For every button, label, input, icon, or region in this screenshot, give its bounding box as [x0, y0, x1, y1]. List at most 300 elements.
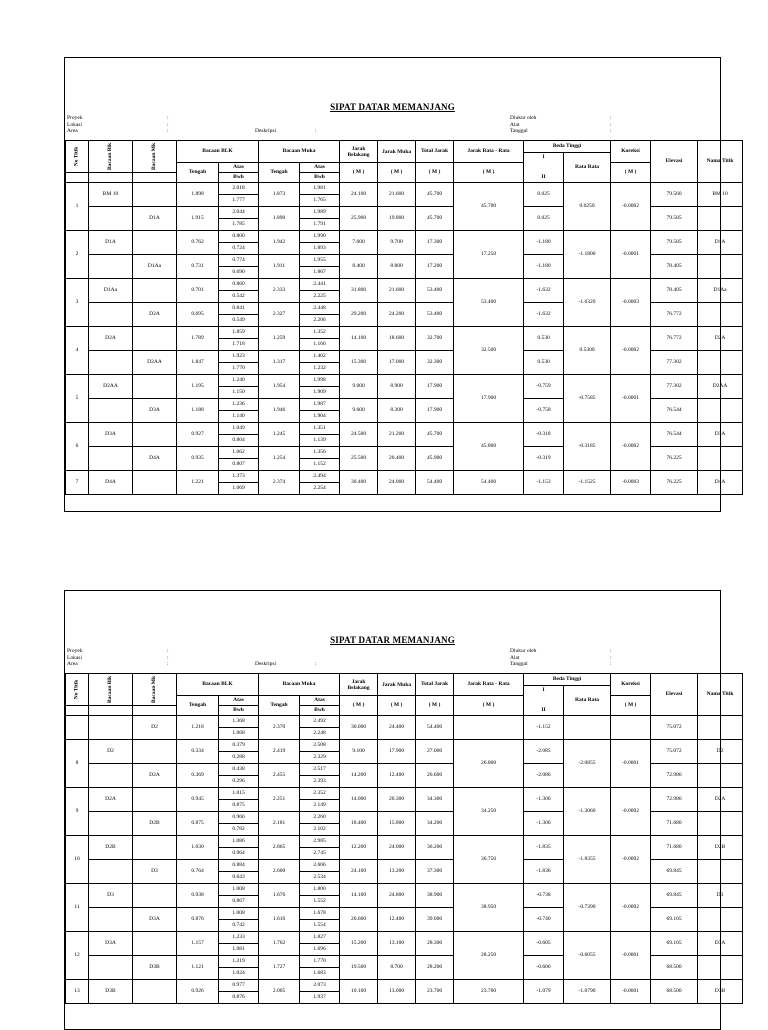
- elevasi: 76.772: [651, 303, 698, 327]
- total-jarak: 32.700: [416, 327, 454, 351]
- koreksi: -0.0002: [611, 788, 651, 836]
- bacaan-blk-label: [89, 716, 133, 740]
- nama-titik: D4A: [698, 471, 743, 495]
- beda-tinggi: -2.086: [524, 764, 564, 788]
- atas-muka: 1.827: [300, 932, 340, 944]
- tengah-muka: 2.181: [259, 812, 300, 836]
- koreksi: -0.0001: [611, 980, 651, 1004]
- koreksi: -0.0002: [611, 327, 651, 375]
- bacaan-blk-label: [89, 255, 133, 279]
- jarak-muka: 24.800: [378, 884, 416, 908]
- jarak-muka: 13.600: [378, 980, 416, 1004]
- atas-muka: 1.989: [300, 207, 340, 219]
- meta-label: Tanggal: [510, 661, 528, 667]
- header-koreksi: Koreksi: [611, 674, 651, 696]
- atas-muka: 2.352: [300, 788, 340, 800]
- rata-rata: -1.3060: [564, 788, 611, 836]
- beda-tinggi: 0.025: [524, 183, 564, 207]
- header-no-titik-cont: [66, 706, 89, 716]
- bacaan-mk-label: D2B: [133, 812, 177, 836]
- row-number: 10: [66, 836, 89, 884]
- bwh-blk: 0.782: [219, 824, 259, 836]
- jarak-rata-rata: 45.800: [454, 423, 524, 471]
- atas-muka: 2.985: [300, 836, 340, 848]
- bacaan-blk-label: D2B: [89, 836, 133, 860]
- nama-titik: [698, 255, 743, 279]
- bacaan-mk-label: [133, 932, 177, 956]
- meta-label: Alat: [510, 654, 520, 661]
- jarak-muka: 15.800: [378, 812, 416, 836]
- header-tengah-blk: Tengah: [177, 696, 219, 716]
- meta-value: :: [610, 115, 612, 121]
- total-jarak: 53.400: [416, 303, 454, 327]
- meta-label: Deskripsi: [255, 661, 277, 667]
- atas-muka: 2.073: [300, 980, 340, 992]
- header-total-jarak: Total Jarak: [416, 141, 454, 163]
- bwh-muka: 2.534: [300, 872, 340, 884]
- bwh-blk: 0.804: [219, 435, 259, 447]
- nama-titik: D1Aa: [698, 279, 743, 303]
- atas-muka: 2.492: [300, 716, 340, 728]
- sheet-page-2: [64, 590, 734, 1030]
- tengah-blk: 0.334: [177, 740, 219, 764]
- nama-titik: D1A: [698, 231, 743, 255]
- bwh-blk: 0.742: [219, 920, 259, 932]
- elevasi: 76.225: [651, 471, 698, 495]
- atas-blk: 1.859: [219, 327, 259, 339]
- meta-right: [510, 115, 612, 135]
- elevasi: 77.302: [651, 351, 698, 375]
- meta-label: Diukur oleh: [510, 115, 537, 121]
- jarak-belakang: 9.000: [340, 375, 378, 399]
- tengah-muka: 1.676: [259, 884, 300, 908]
- meta-label: Alat: [510, 121, 520, 128]
- elevasi: 75.072: [651, 740, 698, 764]
- jarak-belakang: 24.100: [340, 860, 378, 884]
- bacaan-blk-label: D1Aa: [89, 279, 133, 303]
- bacaan-mk-label: D1Aa: [133, 255, 177, 279]
- bacaan-blk-label: D3A: [89, 423, 133, 447]
- rata-rata: -0.6055: [564, 932, 611, 980]
- header-bwh-blk: Bwh: [219, 706, 259, 716]
- bacaan-mk-label: [133, 788, 177, 812]
- beda-tinggi: -0.319: [524, 447, 564, 471]
- tengah-blk: 1.121: [177, 956, 219, 980]
- tengah-muka: 1.873: [259, 183, 300, 207]
- atas-muka: 1.987: [300, 399, 340, 411]
- atas-muka: 1.678: [300, 908, 340, 920]
- elevasi: 78.405: [651, 255, 698, 279]
- beda-tinggi: 0.530: [524, 327, 564, 351]
- total-jarak: 34.300: [416, 788, 454, 812]
- bacaan-mk-label: D3: [133, 860, 177, 884]
- atas-muka: 1.770: [300, 956, 340, 968]
- total-jarak: 17.900: [416, 399, 454, 423]
- meta-right: [510, 648, 612, 668]
- bacaan-blk-label: D2A: [89, 327, 133, 351]
- koreksi: -0.0002: [611, 183, 651, 231]
- bwh-blk: 0.288: [219, 752, 259, 764]
- row-number: 7: [66, 471, 89, 495]
- jarak-muka: 18.600: [378, 327, 416, 351]
- header-unit-tj: ( M ): [416, 696, 454, 716]
- bwh-muka: 1.893: [300, 243, 340, 255]
- tengah-blk: 1.789: [177, 327, 219, 351]
- header-unit-koreksi: ( M ): [611, 696, 651, 716]
- bwh-blk: 0.690: [219, 267, 259, 279]
- header-bacaan-blk-group: Bacaan BLK: [177, 674, 259, 696]
- jarak-belakang: 24.500: [340, 423, 378, 447]
- bacaan-mk-label: [133, 231, 177, 255]
- total-jarak: 23.700: [416, 980, 454, 1004]
- jarak-muka: 12.400: [378, 908, 416, 932]
- sheet-page-1: [64, 57, 734, 512]
- header-no-titik: No Titik: [66, 674, 89, 706]
- header-total-jarak: Total Jarak: [416, 674, 454, 696]
- header-atas-blk: Atas: [219, 163, 259, 173]
- tengah-muka: 2.327: [259, 303, 300, 327]
- row-number: 2: [66, 231, 89, 279]
- row-number: 3: [66, 279, 89, 327]
- atas-muka: 2.517: [300, 764, 340, 776]
- total-jarak: 45.700: [416, 183, 454, 207]
- total-jarak: 32.300: [416, 351, 454, 375]
- bwh-blk: 1.770: [219, 363, 259, 375]
- bwh-blk: 0.807: [219, 459, 259, 471]
- bwh-muka: 1.696: [300, 944, 340, 956]
- jarak-muka: 21.200: [378, 423, 416, 447]
- total-jarak: 54.400: [416, 716, 454, 740]
- header-jarak-rata: Jarak Rata - Rata: [454, 674, 524, 696]
- row-number: 1: [66, 183, 89, 231]
- beda-tinggi: 0.025: [524, 207, 564, 231]
- beda-tinggi: -1.632: [524, 303, 564, 327]
- meta-value: :: [167, 661, 169, 667]
- atas-blk: 0.977: [219, 980, 259, 992]
- tengah-blk: 0.701: [177, 279, 219, 303]
- bacaan-mk-label: [133, 471, 177, 495]
- header-roman-gap: [524, 696, 564, 706]
- atas-blk: 1.236: [219, 399, 259, 411]
- atas-muka: 1.800: [300, 884, 340, 896]
- elevasi: 71.680: [651, 836, 698, 860]
- bwh-muka: 2.225: [300, 291, 340, 303]
- elevasi: 71.680: [651, 812, 698, 836]
- nama-titik: [698, 812, 743, 836]
- koreksi: -0.0002: [611, 836, 651, 884]
- rata-rata: 0.0250: [564, 183, 611, 231]
- bacaan-mk-label: [133, 423, 177, 447]
- nama-titik: [698, 764, 743, 788]
- header-jarak-muka: Jarak Muka: [378, 674, 416, 696]
- atas-muka: 1.981: [300, 183, 340, 195]
- nama-titik: D2AA: [698, 375, 743, 399]
- tengah-muka: 2.865: [259, 836, 300, 860]
- total-jarak: 37.300: [416, 860, 454, 884]
- meta-label: Area: [67, 661, 78, 667]
- nama-titik: D3B: [698, 980, 743, 1004]
- meta-label: Deskripsi: [255, 128, 277, 134]
- elevasi: 69.105: [651, 908, 698, 932]
- elevasi: 79.585: [651, 207, 698, 231]
- tengah-blk: 1.218: [177, 716, 219, 740]
- bacaan-mk-label: D2A: [133, 764, 177, 788]
- elevasi: 78.405: [651, 279, 698, 303]
- jarak-rata-rata: 17.250: [454, 231, 524, 279]
- meta-row: [255, 128, 317, 135]
- tengah-muka: 2.333: [259, 279, 300, 303]
- atas-blk: 1.368: [219, 716, 259, 728]
- sheet-title: SIPAT DATAR MEMANJANG: [330, 635, 455, 645]
- row-number: 13: [66, 980, 89, 1004]
- beda-tinggi: -0.758: [524, 399, 564, 423]
- elevasi: 76.544: [651, 399, 698, 423]
- tengah-muka: 1.317: [259, 351, 300, 375]
- header-rata-rata: Rata Rata: [564, 153, 611, 183]
- jarak-rata-rata: 23.700: [454, 980, 524, 1004]
- beda-tinggi: -0.738: [524, 884, 564, 908]
- leveling-table-page-2: [65, 673, 743, 1004]
- meta-value: :: [315, 128, 317, 134]
- atas-blk: 2.018: [219, 183, 259, 195]
- jarak-rata-rata: [454, 716, 524, 740]
- jarak-belakang: 14.100: [340, 884, 378, 908]
- tengah-blk: 0.731: [177, 255, 219, 279]
- jarak-rata-rata: 26.800: [454, 740, 524, 788]
- bacaan-blk-label: [89, 764, 133, 788]
- meta-label: Area: [67, 128, 78, 134]
- jarak-rata-rata: 28.250: [454, 932, 524, 980]
- row-number: 8: [66, 740, 89, 788]
- jarak-belakang: 9.100: [340, 740, 378, 764]
- header-tengah-muka: Tengah: [259, 696, 300, 716]
- bacaan-mk-label: D2A: [133, 303, 177, 327]
- meta-value: :: [167, 654, 169, 661]
- bacaan-blk-label: [89, 908, 133, 932]
- jarak-muka: 12.400: [378, 764, 416, 788]
- meta-row: [255, 661, 317, 668]
- bwh-muka: 2.149: [300, 800, 340, 812]
- header-roman-1: I: [524, 153, 564, 163]
- jarak-muka: 21.600: [378, 279, 416, 303]
- bacaan-mk-label: [133, 183, 177, 207]
- jarak-muka: 24.200: [378, 303, 416, 327]
- atas-muka: 1.955: [300, 255, 340, 267]
- header-koreksi: Koreksi: [611, 141, 651, 163]
- elevasi: 77.302: [651, 375, 698, 399]
- beda-tinggi: -1.306: [524, 788, 564, 812]
- koreksi: -0.0001: [611, 932, 651, 980]
- beda-tinggi: -0.318: [524, 423, 564, 447]
- bwh-blk: 0.643: [219, 872, 259, 884]
- bwh-muka: 2.102: [300, 824, 340, 836]
- rata-rata: -1.1525: [564, 471, 611, 495]
- tengah-muka: 1.259: [259, 327, 300, 351]
- header-blk-cont: [89, 706, 133, 716]
- koreksi: -0.0001: [611, 375, 651, 423]
- atas-muka: 2.441: [300, 279, 340, 291]
- rata-rata: -0.3185: [564, 423, 611, 471]
- bwh-blk: 1.069: [219, 483, 259, 495]
- jarak-rata-rata: 54.400: [454, 471, 524, 495]
- meta-value: :: [315, 661, 317, 667]
- bacaan-mk-label: D4A: [133, 447, 177, 471]
- bwh-muka: 1.166: [300, 339, 340, 351]
- bacaan-blk-label: [89, 860, 133, 884]
- beda-tinggi: -0.759: [524, 375, 564, 399]
- bacaan-mk-label: [133, 884, 177, 908]
- bacaan-mk-label: [133, 327, 177, 351]
- bacaan-blk-label: D2AA: [89, 375, 133, 399]
- beda-tinggi: -1.079: [524, 980, 564, 1004]
- header-unit-jb: ( M ): [340, 163, 378, 183]
- bacaan-mk-label: D2AA: [133, 351, 177, 375]
- jarak-belakang: 18.400: [340, 812, 378, 836]
- beda-tinggi: -2.085: [524, 740, 564, 764]
- bwh-muka: 1.791: [300, 219, 340, 231]
- atas-blk: 1.049: [219, 423, 259, 435]
- elevasi: 72.986: [651, 764, 698, 788]
- nama-titik: D2A: [698, 327, 743, 351]
- header-mk-cont: [133, 706, 177, 716]
- atas-blk: 1.086: [219, 836, 259, 848]
- jarak-muka: 9.700: [378, 231, 416, 255]
- beda-tinggi: -1.153: [524, 471, 564, 495]
- nama-titik: [698, 860, 743, 884]
- tengah-muka: 2.600: [259, 860, 300, 884]
- tengah-blk: 0.764: [177, 860, 219, 884]
- jarak-belakang: 14.000: [340, 788, 378, 812]
- tengah-blk: 1.847: [177, 351, 219, 375]
- tengah-blk: 0.927: [177, 423, 219, 447]
- tengah-blk: 0.926: [177, 980, 219, 1004]
- meta-label: Lokasi: [67, 654, 82, 661]
- jarak-belakang: 10.100: [340, 980, 378, 1004]
- meta-value: :: [610, 654, 612, 661]
- total-jarak: 54.400: [416, 471, 454, 495]
- bwh-blk: 1.150: [219, 387, 259, 399]
- tengah-blk: 0.945: [177, 788, 219, 812]
- tengah-muka: 1.890: [259, 207, 300, 231]
- header-beda-tinggi: Beda Tinggi: [524, 674, 611, 686]
- rata-rata: [564, 716, 611, 740]
- header-tengah-blk: Tengah: [177, 163, 219, 183]
- nama-titik: [698, 716, 743, 740]
- atas-blk: 1.373: [219, 471, 259, 483]
- jarak-belakang: 26.600: [340, 908, 378, 932]
- atas-muka: 1.998: [300, 375, 340, 387]
- atas-muka: 1.351: [300, 423, 340, 435]
- nama-titik: D2: [698, 740, 743, 764]
- bacaan-blk-label: [89, 812, 133, 836]
- bacaan-blk-label: [89, 447, 133, 471]
- elevasi: 76.772: [651, 327, 698, 351]
- rata-rata: -1.0790: [564, 980, 611, 1004]
- header-jarak-rata: Jarak Rata - Rata: [454, 141, 524, 163]
- atas-blk: 0.841: [219, 303, 259, 315]
- bwh-blk: 1.718: [219, 339, 259, 351]
- bwh-muka: 1.867: [300, 267, 340, 279]
- jarak-muka: 13.200: [378, 860, 416, 884]
- bacaan-blk-label: BM 10: [89, 183, 133, 207]
- header-unit-jm: ( M ): [378, 163, 416, 183]
- elevasi: 72.986: [651, 788, 698, 812]
- jarak-belakang: 25.500: [340, 447, 378, 471]
- nama-titik: [698, 207, 743, 231]
- header-unit-jr: ( M ): [454, 163, 524, 183]
- tengah-blk: 1.188: [177, 399, 219, 423]
- bwh-muka: 1.139: [300, 435, 340, 447]
- meta-label: Diukur oleh: [510, 648, 537, 654]
- header-bwh-muka: Bwh: [300, 173, 340, 183]
- bacaan-mk-label: [133, 740, 177, 764]
- row-number: [66, 716, 89, 740]
- koreksi: [611, 716, 651, 740]
- header-jarak-muka: Jarak Muka: [378, 141, 416, 163]
- bacaan-blk-label: D3A: [89, 932, 133, 956]
- elevasi: 79.585: [651, 231, 698, 255]
- header-unit-koreksi: ( M ): [611, 163, 651, 183]
- meta-desc: [255, 661, 317, 668]
- atas-blk: 0.966: [219, 812, 259, 824]
- meta-value: :: [167, 128, 169, 134]
- elevasi: 76.225: [651, 447, 698, 471]
- jarak-rata-rata: 38.950: [454, 884, 524, 932]
- header-rata-rata: Rata Rata: [564, 686, 611, 716]
- meta-value: :: [610, 121, 612, 128]
- bwh-blk: 0.542: [219, 291, 259, 303]
- total-jarak: 34.200: [416, 812, 454, 836]
- header-unit-tj: ( M ): [416, 163, 454, 183]
- jarak-belakang: 7.600: [340, 231, 378, 255]
- atas-muka: 2.448: [300, 303, 340, 315]
- header-jarak-belakang: Jarak Belakang: [340, 141, 378, 163]
- atas-blk: 1.923: [219, 351, 259, 363]
- atas-blk: 1.062: [219, 447, 259, 459]
- bwh-muka: 1.683: [300, 968, 340, 980]
- nama-titik: [698, 303, 743, 327]
- tengah-muka: 1.762: [259, 932, 300, 956]
- beda-tinggi: -0.605: [524, 932, 564, 956]
- bwh-muka: 1.937: [300, 992, 340, 1004]
- header-unit-jm: ( M ): [378, 696, 416, 716]
- header-mk-cont: [133, 173, 177, 183]
- row-number: 6: [66, 423, 89, 471]
- row-number: 4: [66, 327, 89, 375]
- total-jarak: 27.000: [416, 740, 454, 764]
- bacaan-blk-label: D1A: [89, 231, 133, 255]
- jarak-muka: 19.800: [378, 207, 416, 231]
- header-no-titik-cont: [66, 173, 89, 183]
- bacaan-blk-label: D3B: [89, 980, 133, 1004]
- bwh-muka: 2.254: [300, 483, 340, 495]
- header-roman-2: II: [524, 173, 564, 183]
- jarak-belakang: 25.900: [340, 207, 378, 231]
- rata-rata: -1.6320: [564, 279, 611, 327]
- header-elevasi: Elevasi: [651, 674, 698, 716]
- meta-row: [67, 661, 169, 668]
- jarak-belakang: 31.800: [340, 279, 378, 303]
- tengah-muka: 2.374: [259, 471, 300, 495]
- tengah-muka: 2.005: [259, 980, 300, 1004]
- beda-tinggi: -1.180: [524, 255, 564, 279]
- atas-muka: 1.352: [300, 327, 340, 339]
- atas-blk: 1.240: [219, 375, 259, 387]
- header-elevasi: Elevasi: [651, 141, 698, 183]
- atas-muka: 2.494: [300, 471, 340, 483]
- beda-tinggi: 0.530: [524, 351, 564, 375]
- atas-muka: 2.508: [300, 740, 340, 752]
